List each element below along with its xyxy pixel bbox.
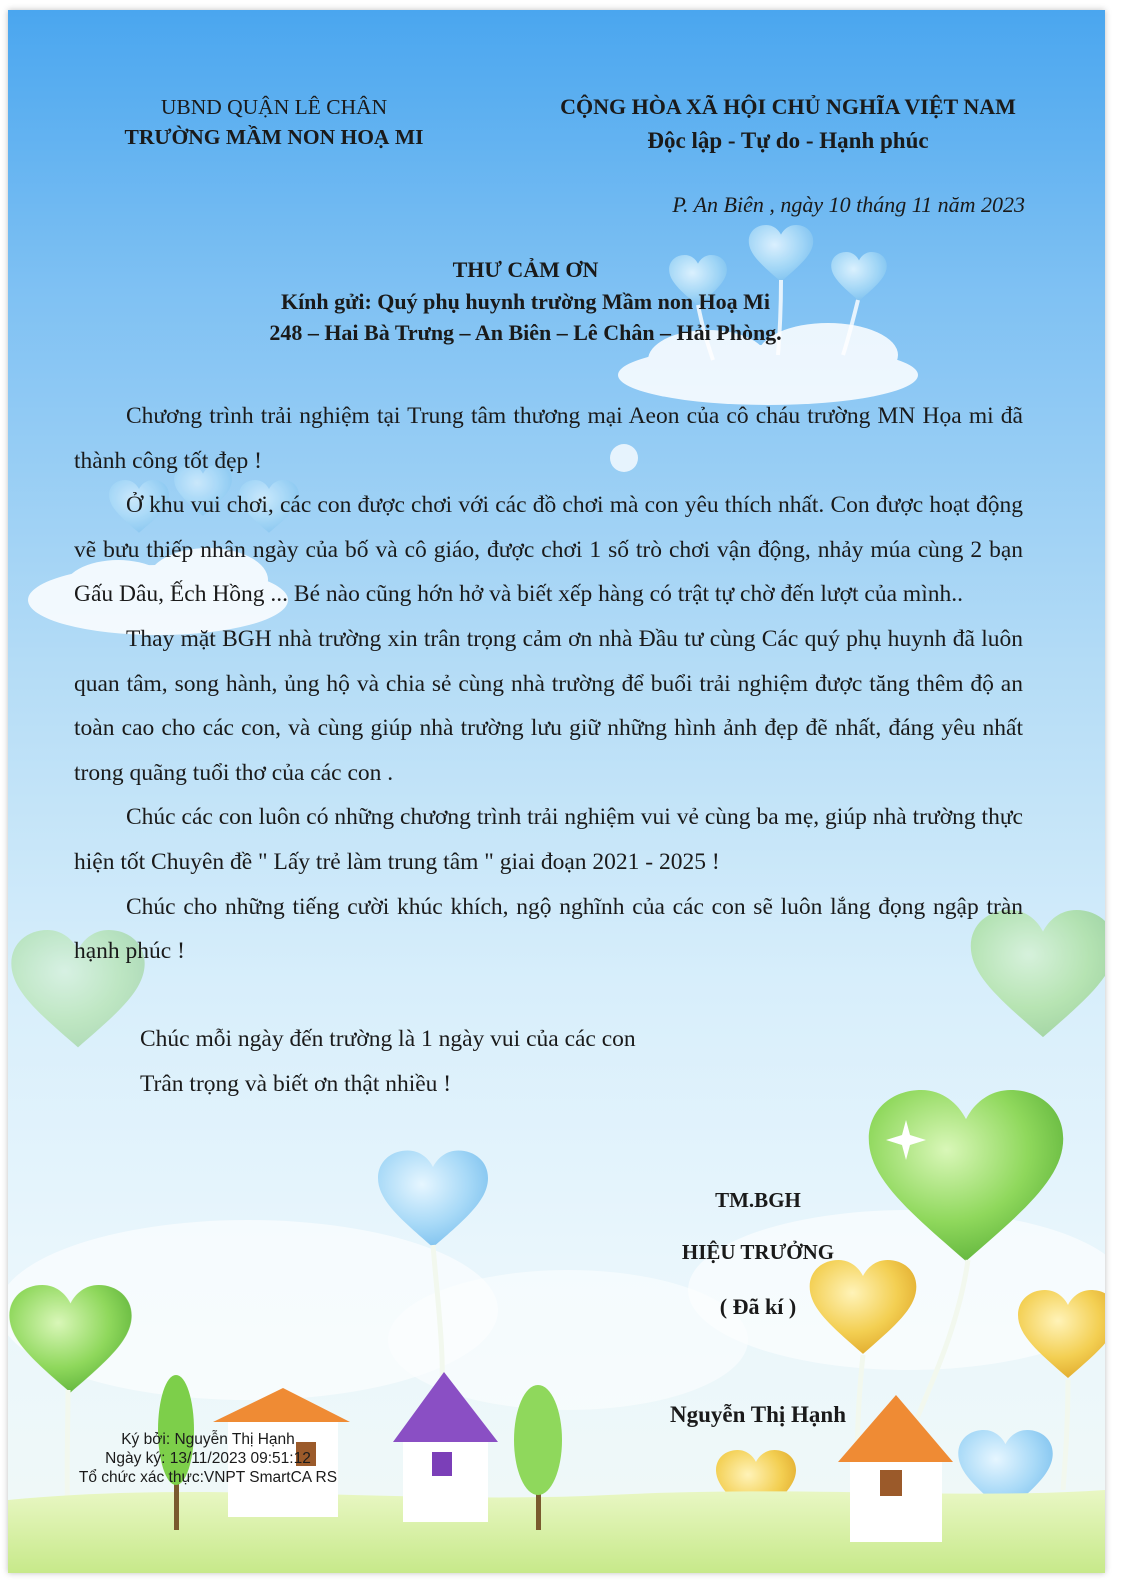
body-paragraph: Thay mặt BGH nhà trường xin trân trọng cảm ơn nhà Đầu tư cùng Các quý phụ huynh đã luôn quan tâm, song hành, ủng hộ và chia sẻ cùng nhà trường để buổi trải nghiệm được tăng thêm độ an toàn cao cho các con, và cùng giúp nhà trường lưu giữ những hình ảnh đẹp đẽ nhất, đáng yêu nhất trong quãng tuổi thơ của các con . (74, 625, 1023, 786)
stamp-authority: Tổ chức xác thực:VNPT SmartCA RS (78, 1469, 338, 1486)
closing-lines (140, 1017, 636, 1106)
digital-signature-stamp (68, 1430, 348, 1487)
signature-org: TM.BGH (715, 1188, 801, 1212)
letter-address: 248 – Hai Bà Trưng – An Biên – Lê Chân – Hải Phòng. (269, 320, 782, 345)
signer-name: Nguyễn Thị Hạnh (670, 1402, 846, 1427)
closing-line: Chúc mỗi ngày đến trường là 1 ngày vui của các con (140, 1026, 636, 1052)
body-paragraph: Chúc cho những tiếng cười khúc khích, ngộ nghĩnh của các con sẽ luôn lắng đọng ngập tràn hạnh phúc ! (74, 893, 1023, 965)
stamp-signer: Ký bởi: Nguyễn Thị Hạnh (121, 1431, 295, 1448)
national-title: CỘNG HÒA XÃ HỘI CHỦ NGHĨA VIỆT NAM (560, 94, 1016, 119)
body-paragraph: Chương trình trải nghiệm tại Trung tâm thương mại Aeon của cô cháu trường MN Họa mi đã thành công tốt đẹp ! (74, 403, 1023, 474)
signature-status: ( Đã kí ) (719, 1294, 797, 1319)
stamp-date: Ngày ký: 13/11/2023 09:51:12 (105, 1450, 311, 1467)
letter-recipient: Kính gửi: Quý phụ huynh trường Mầm non Hoạ Mi (280, 289, 771, 314)
letter-body (74, 394, 1023, 974)
date-line: P. An Biên , ngày 10 tháng 11 năm 2023 (672, 192, 1025, 217)
authority-name: UBND QUẬN LÊ CHÂN (160, 95, 388, 119)
school-name: TRƯỜNG MẦM NON HOẠ MI (124, 125, 424, 149)
body-paragraph: Ở khu vui chơi, các con được chơi với các đồ chơi mà con yêu thích nhất. Con được hoạt động vẽ bưu thiếp nhân ngày của bố và cô giáo, được chơi 1 số trò chơi vận động, nhảy múa cùng 2 bạn Gấu Dâu, Ếch Hồng ... Bé nào cũng hớn hở và biết xếp hàng có trật tự chờ đến lượt của mình.. (74, 492, 1023, 608)
national-motto: Độc lập - Tự do - Hạnh phúc (647, 128, 929, 153)
body-paragraph: Chúc các con luôn có những chương trình trải nghiệm vui vẻ cùng ba mẹ, giúp nhà trường thực hiện tốt Chuyên đề " Lấy trẻ làm trung tâm " giai đoạn 2021 - 2025 ! (74, 804, 1023, 875)
signature-role: HIỆU TRƯỞNG (681, 1240, 835, 1264)
letter-title: THƯ CẢM ƠN (452, 257, 599, 282)
closing-line: Trân trọng và biết ơn thật nhiều ! (140, 1070, 452, 1097)
letter-page (8, 10, 1105, 1573)
